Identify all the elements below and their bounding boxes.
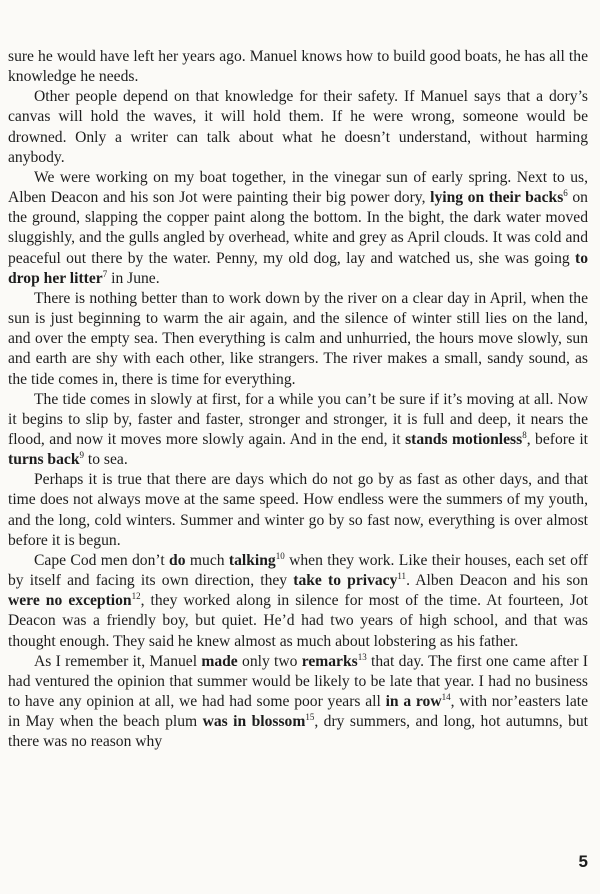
footnote-marker: 7 [102, 268, 108, 279]
text-run: , before it [526, 430, 588, 448]
text-run: Perhaps it is true that there are days which do not go by as fast as other days, and that time does not always move at the same speed. How endless were the summers of my youth, and the long, cold winters. Summer and winter go by so fast now, everything is over almost before it is begun. [8, 471, 588, 549]
glossed-phrase: turns back [8, 451, 80, 469]
text-run: As I remember it, Manuel [34, 652, 202, 670]
text-run: only two [237, 652, 302, 670]
footnote-marker: 10 [275, 550, 285, 561]
text-run: . Alben Deacon and his son [406, 572, 588, 590]
text-run: that day. The first one came after I had ventured the opinion that summer would be likely to be late that year. I had no business to have any opinion at all, we had had some poor years all [8, 652, 589, 710]
text-run: Other people depend on that knowledge for their safety. If Manuel says that a dory’s canvas will hold the waves, it will hold them. If he were wrong, someone would be drowned. Only a writer can talk about what he doesn’t understand, without harming anybody. [8, 88, 588, 166]
paragraph [8, 87, 588, 168]
paragraph [8, 289, 588, 390]
footnote-marker: 8 [522, 429, 527, 440]
glossed-phrase: were no exception [8, 592, 132, 610]
glossed-phrase: lying on their backs [430, 189, 564, 207]
paragraph [8, 551, 588, 652]
text-run: much [185, 551, 229, 569]
text-run: , dry summers, and long, hot autumns, but there was no reason why [8, 713, 588, 751]
glossed-phrase: remarks [301, 652, 358, 670]
paragraph [8, 47, 588, 87]
footnote-marker: 15 [305, 712, 315, 723]
glossed-phrase: to drop her litter [8, 249, 588, 287]
paragraph [8, 168, 588, 289]
text-run: on the ground, slapping the copper paint along the bottom. In the bight, the dark water moved sluggishly, and the gulls angled by overhead, white and grey as April clouds. It was cold and peaceful out there by the water. Penny, my old dog, lay and watched us, she was going [8, 189, 588, 267]
text-run: We were working on my boat together, in the vinegar sun of early spring. Next to us, Alben Deacon and his son Jot were painting their big power dory, [8, 168, 588, 207]
glossed-phrase: was in blossom [202, 713, 306, 731]
text-run: There is nothing better than to work down by the river on a clear day in April, when the sun is just beginning to warm the air again, and the silence of winter still lies on the land, and over the empty sea. Then everything is calm and unhurried, the hours move slowly, sun and earth are shy with each other, like strangers. The river makes a small, sandy sound, as the tide comes in, there is time for everything. [8, 289, 588, 388]
text-run: to sea. [84, 451, 128, 469]
glossed-phrase: talking [228, 551, 276, 569]
glossed-phrase: in a row [385, 693, 442, 710]
footnote-marker: 14 [441, 692, 451, 702]
footnote-marker: 12 [131, 591, 141, 602]
text-run: , with nor’easters late in May when the beach plum [8, 693, 589, 731]
glossed-phrase: take to privacy [293, 572, 398, 590]
footnote-marker: 6 [563, 188, 568, 199]
text-run: , they worked along in silence for most of the time. At fourteen, Jot Deacon was a friendly boy, but quiet. He’d had two years of high school, and that was thought enough. They said he knew almost as much about lobstering as his father. [8, 592, 588, 650]
paragraph [8, 390, 588, 471]
body-text [8, 47, 588, 752]
paragraph [8, 652, 588, 753]
text-run: Cape Cod men don’t [34, 551, 170, 569]
footnote-marker: 9 [79, 450, 84, 461]
paragraph [8, 470, 588, 551]
glossed-phrase: made [201, 652, 238, 670]
text-run: when they work. Like their houses, each set off by itself and facing its own direction, they [8, 551, 588, 590]
text-run: sure he would have left her years ago. Manuel knows how to build good boats, he has all the knowledge he needs. [8, 48, 588, 86]
text-run: The tide comes in slowly at first, for a while you can’t be sure if it’s moving at all. Now it begins to slip by, faster and faster, stronger and stronger, it is full and deep, it nears the flood, and now it moves more slowly again. And in the end, it [8, 390, 588, 448]
footnote-marker: 11 [397, 571, 407, 582]
page-number: 5 [578, 852, 588, 871]
glossed-phrase: stands motionless [405, 430, 523, 448]
glossed-phrase: do [169, 551, 186, 569]
text-run: in June. [107, 269, 160, 287]
footnote-marker: 13 [357, 651, 367, 662]
